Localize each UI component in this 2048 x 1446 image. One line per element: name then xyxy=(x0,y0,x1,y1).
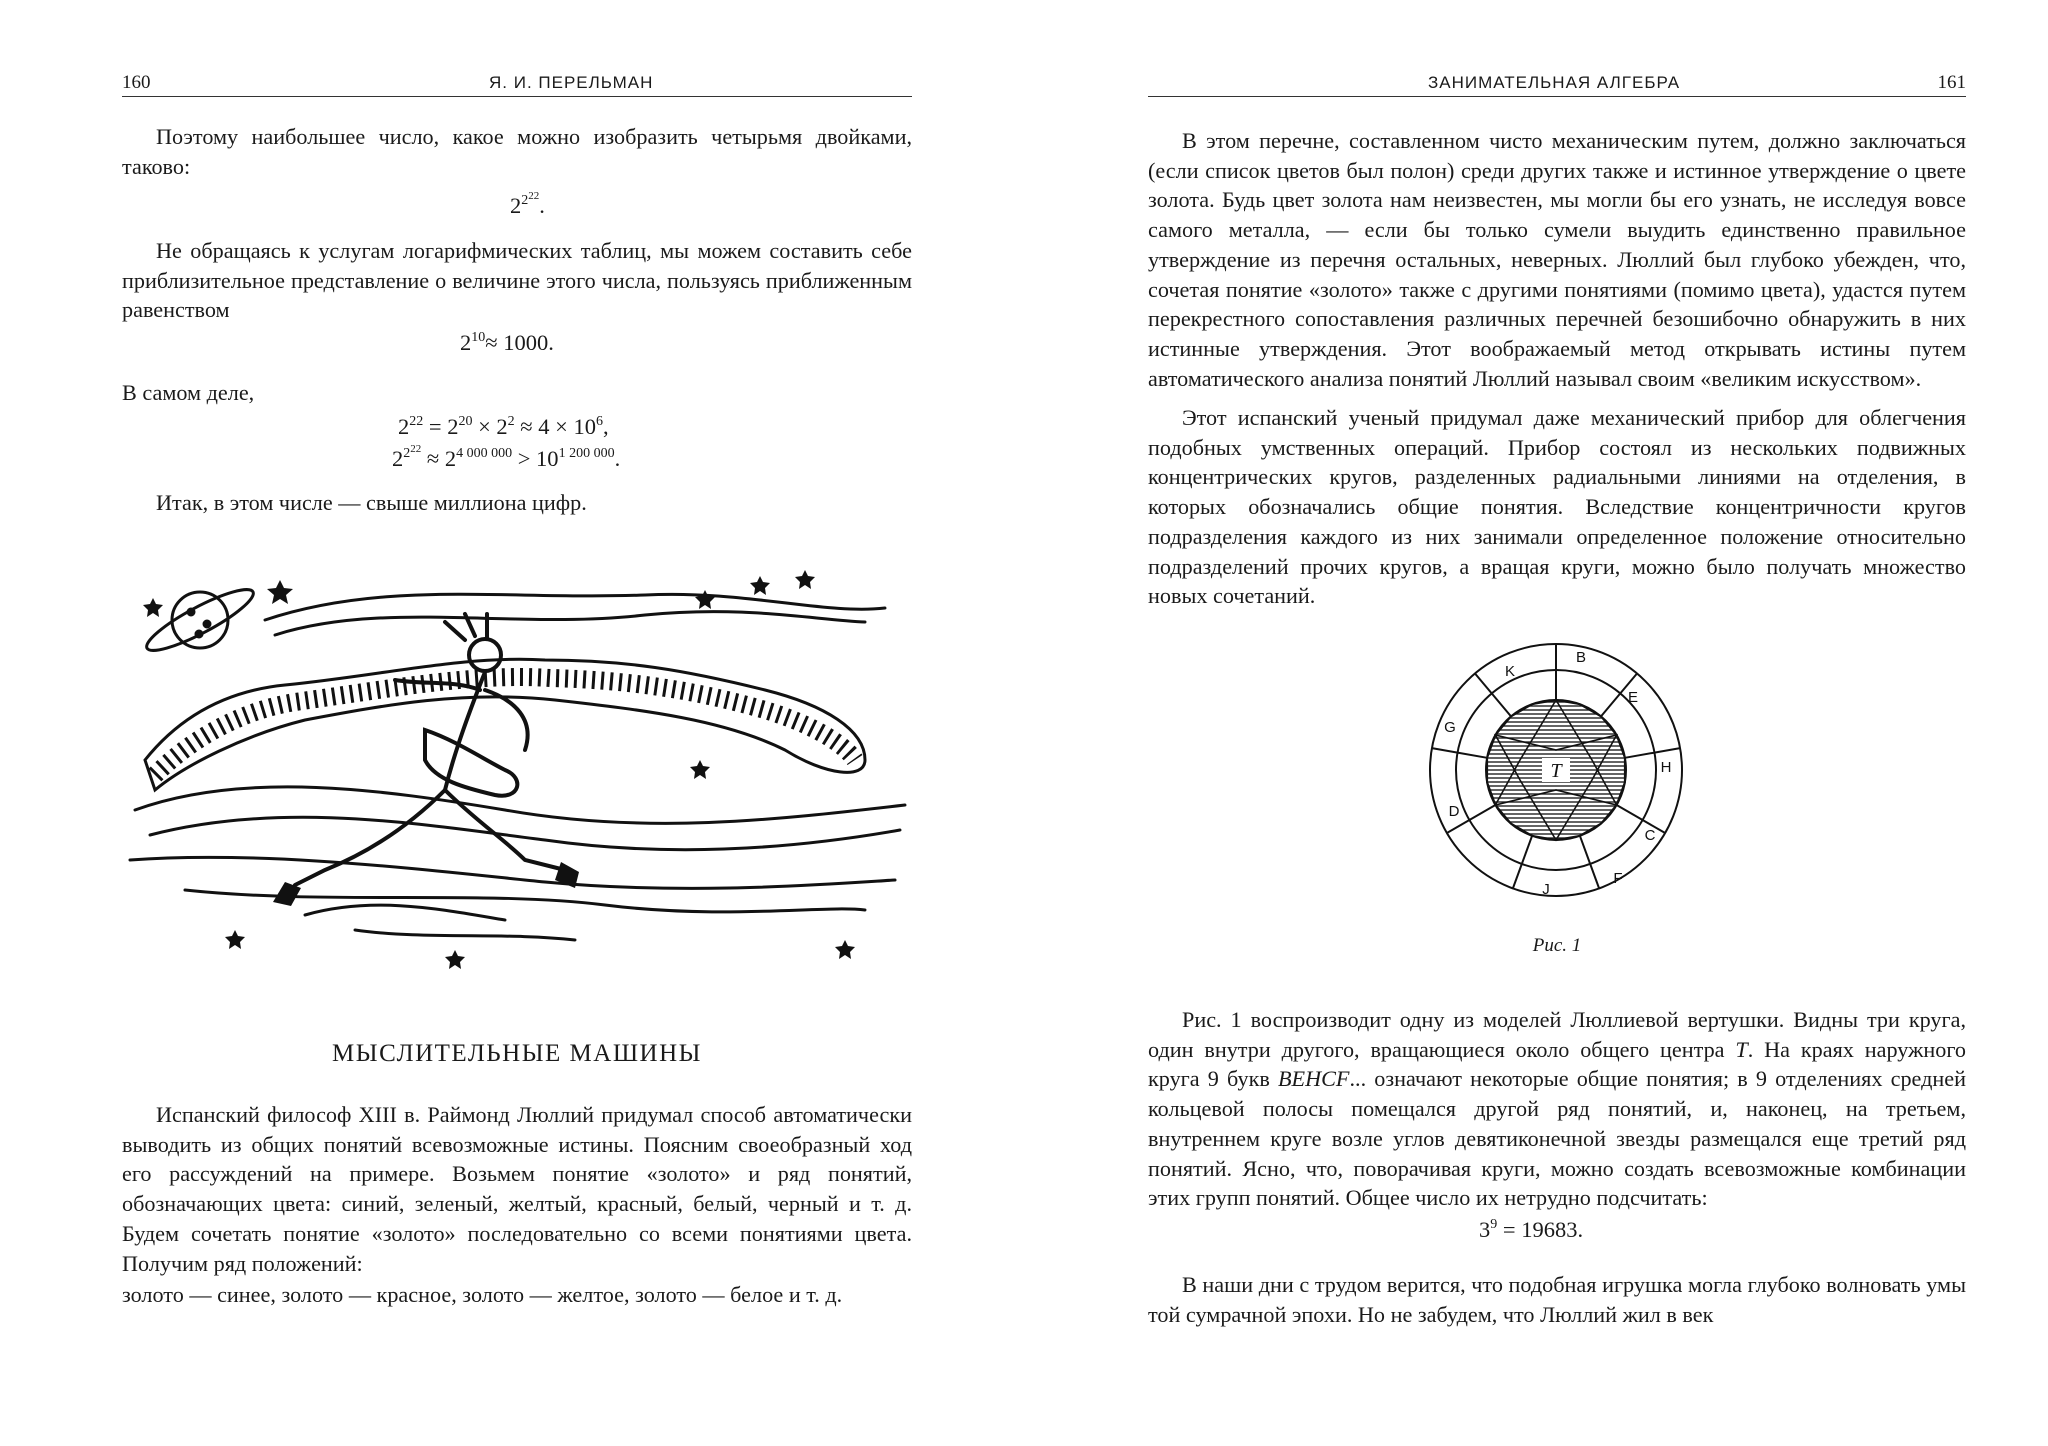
section-heading: МЫСЛИТЕЛЬНЫЕ МАШИНЫ xyxy=(332,1040,702,1067)
paragraph: В наши дни с трудом верится, что подобная игрушка могла глубоко волновать умы той сумрачной эпохи. Но не забудем, что Люллий жил в век xyxy=(1148,1272,1966,1327)
page-number: 161 xyxy=(1937,72,1966,93)
paragraph: Рис. 1 воспроизводит одну из моделей Люллиевой вертушки. Видны три круга, один внутри другого, вращающиеся около общего центра T. На краях наружного круга 9 букв BEHCF... означают некоторые общие понятия; в 9 отделениях средней кольцевой полосы помещался другой ряд понятий, и, наконец, на третьем, внутреннем круге возле углов девятиконечной звезды размещался еще третий ряд понятий. Ясно, что, поворачивая круги, можно создать всевозможные комбинации этих групп понятий. Общее число их нетрудно подсчитать: xyxy=(1148,1007,1966,1211)
right-page xyxy=(1024,0,2048,1446)
wheel-letter: K xyxy=(1504,663,1516,680)
wheel-letter: C xyxy=(1644,827,1656,844)
wheel-letter: F xyxy=(1613,870,1623,887)
paragraph: В этом перечне, составленном чисто механическим путем, должно заключаться (если список цветов был полон) среди других также и истинное утверждение о цвете золота. Будь цвет золота нам неизвестен, мы могли бы его узнать, не исследуя вовсе самого металла, — если бы только сумели выудить единственно правильное утверждение из перечня остальных, неверных. Люллий был глубоко убежден, что, сочетая понятие «золото» также с другими понятиями (помимо цвета), удастся путем перекрестного сопоставления различных перечней безошибочно обнаружить в них истинные утверждения. Этот воображаемый метод открывать истины путем автоматического анализа понятий Люллий называл своим «великим искусством». xyxy=(1148,128,1966,391)
running-head-right xyxy=(1148,70,1966,97)
running-head-title: ЗАНИМАТЕЛЬНАЯ АЛГЕБРА xyxy=(1428,73,1681,92)
lull-wheel-figure xyxy=(1426,640,1686,900)
wheel-center-letter: T xyxy=(1550,760,1562,782)
wheel-letter: H xyxy=(1660,759,1672,776)
figure-caption: Рис. 1 xyxy=(1532,935,1582,956)
running-head-left xyxy=(122,70,912,97)
paragraph: Не обращаясь к услугам логарифмических таблиц, мы можем составить себе приблизительное представление о величине этого числа, пользуясь приближенным равенством xyxy=(122,238,912,323)
formula-line-1: $2^{22} = 2^{20} \times 2^2 \approx 4 \times 10^6$, xyxy=(398,414,609,439)
running-head-title: Я. И. ПЕРЕЛЬМАН xyxy=(489,73,654,92)
paragraph: В самом деле, xyxy=(122,380,255,405)
formula-power-tower: $2^{2^{22}}$. xyxy=(510,190,545,218)
paragraph: Поэтому наибольшее число, какое можно изобразить четырьмя двойками, таково: xyxy=(122,124,912,179)
wheel-letter: E xyxy=(1627,689,1639,706)
paragraph: золото — синее, золото — красное, золото — желтое, золото — белое и т. д. xyxy=(122,1282,843,1307)
formula-approx: $2^{10}\approx 1000$. xyxy=(460,330,554,355)
paragraph: Испанский философ XIII в. Раймонд Люллий придумал способ автоматически выводить из общих понятий всевозможные истины. Поясним своеобразный ход его рассуждений на примере. Возьмем понятие «золото» и ряд понятий, обозначающих цвета: синий, зеленый, желтый, красный, белый, черный и т. д. Будем сочетать понятие «золото» последовательно со всеми понятиями цвета. Получим ряд положений: xyxy=(122,1102,912,1276)
wheel-letter: J xyxy=(1542,881,1550,898)
formula-combinations: $3^9 = 19683$. xyxy=(1479,1217,1584,1242)
formula-line-2: $2^{2^{22}} \approx 2^{4 000 000} > 10^{1 200 000}$. xyxy=(392,443,621,471)
paragraph: Итак, в этом числе — свыше миллиона цифр. xyxy=(156,490,587,515)
wheel-letter: D xyxy=(1448,803,1460,820)
wheel-letter: G xyxy=(1444,719,1456,736)
page-number: 160 xyxy=(122,72,151,93)
paragraph: Этот испанский ученый придумал даже механический прибор для облегчения подобных умственных операций. Прибор состоял из нескольких подвижных концентрических кругов, разделенных радиальными линиями на отделения, в которых обозначались общие понятия. Вследствие концентричности кругов подразделения каждого из них занимали определенное положение относительно подразделений прочих кругов, а вращая круги, можно было получать множество новых сочетаний. xyxy=(1148,405,1966,609)
wheel-letter: B xyxy=(1575,649,1587,666)
running-man-illustration xyxy=(125,560,915,970)
